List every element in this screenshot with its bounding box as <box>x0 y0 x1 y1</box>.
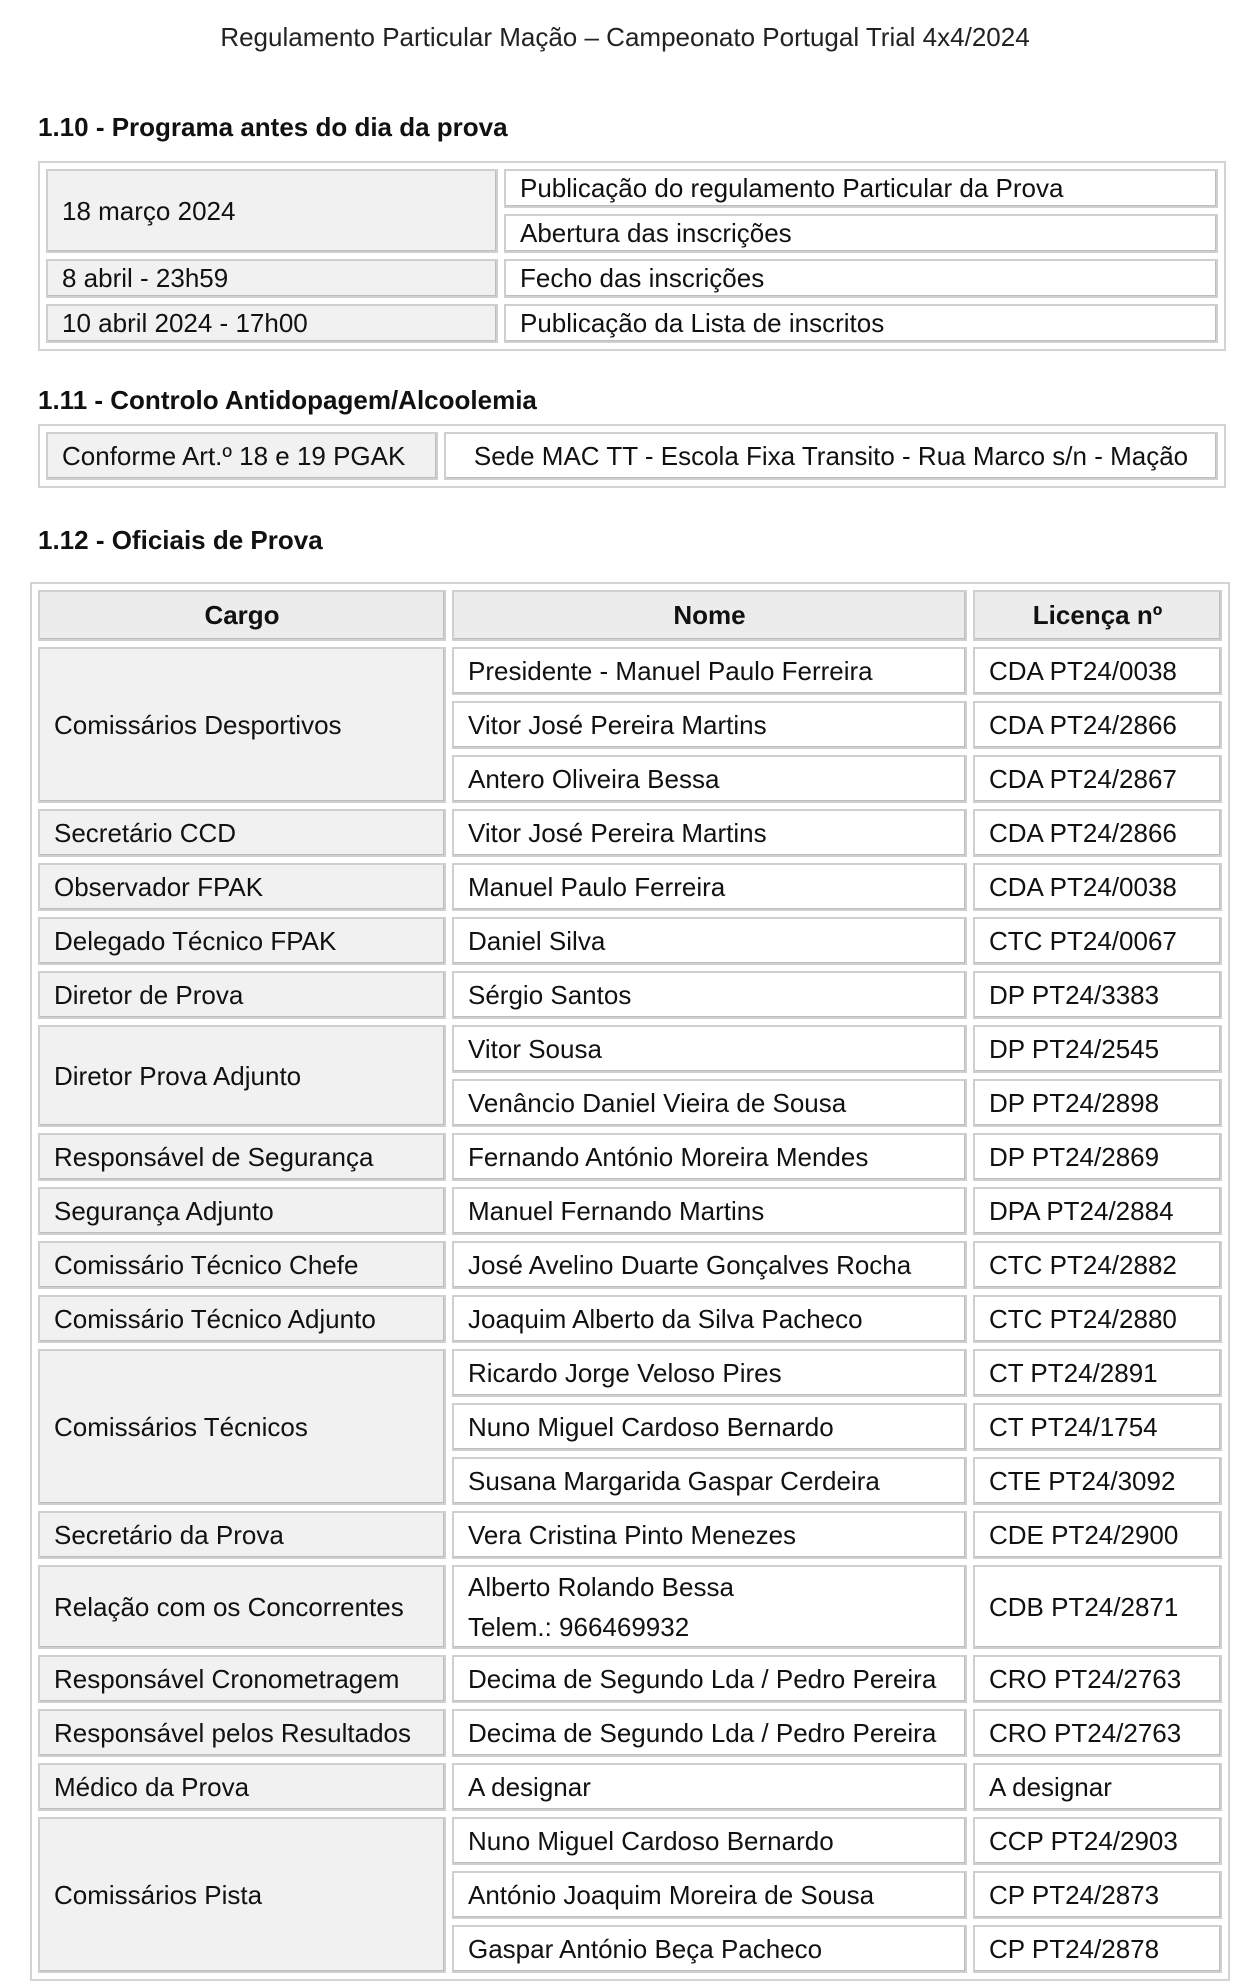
nome-cell <box>452 1133 967 1181</box>
programa-item: Publicação do regulamento Particular da Prova <box>504 169 1218 208</box>
licenca-cell: CTC PT24/0067 <box>973 917 1222 965</box>
programa-item: Fecho das inscrições <box>504 259 1218 298</box>
cargo-cell: Médico da Prova <box>38 1763 446 1811</box>
header-nome: Nome <box>452 590 967 641</box>
licenca-cell: CDA PT24/0038 <box>973 647 1222 695</box>
licenca-cell: CDA PT24/0038 <box>973 863 1222 911</box>
licenca-cell: CCP PT24/2903 <box>973 1817 1222 1865</box>
oficiais-row <box>38 1655 1222 1703</box>
nome-cell <box>452 809 967 857</box>
oficiais-row <box>38 1349 1222 1397</box>
nome-text: Vitor José Pereira Martins <box>468 818 767 848</box>
nome-text: Manuel Fernando Martins <box>468 1196 765 1226</box>
oficiais-table <box>30 582 1230 1981</box>
cargo-cell: Segurança Adjunto <box>38 1187 446 1235</box>
antidopagem-location: Sede MAC TT - Escola Fixa Transito - Rua Marco s/n - Mação <box>444 432 1218 480</box>
programa-item: Publicação da Lista de inscritos <box>504 304 1218 343</box>
cargo-cell: Comissário Técnico Chefe <box>38 1241 446 1289</box>
programa-row <box>46 169 1218 208</box>
nome-text: José Avelino Duarte Gonçalves Rocha <box>468 1250 912 1280</box>
nome-cell <box>452 1187 967 1235</box>
nome-text: Joaquim Alberto da Silva Pacheco <box>468 1304 863 1334</box>
cargo-cell: Responsável de Segurança <box>38 1133 446 1181</box>
licenca-cell: CP PT24/2878 <box>973 1925 1222 1973</box>
cargo-cell: Delegado Técnico FPAK <box>38 917 446 965</box>
nome-cell <box>452 863 967 911</box>
cargo-cell: Comissários Pista <box>38 1817 446 1973</box>
oficiais-row <box>38 1025 1222 1073</box>
nome-cell <box>452 1655 967 1703</box>
antidopagem-row <box>46 432 1218 480</box>
nome-text: Nuno Miguel Cardoso Bernardo <box>468 1826 834 1856</box>
page-header: Regulamento Particular Mação – Campeonato Portugal Trial 4x4/2024 <box>220 22 1030 52</box>
licenca-cell: DP PT24/2545 <box>973 1025 1222 1073</box>
nome-phone: Telem.: 966469932 <box>468 1612 690 1642</box>
programa-row <box>46 304 1218 343</box>
nome-text: Alberto Rolando Bessa <box>468 1572 734 1602</box>
nome-cell <box>452 1349 967 1397</box>
programa-item: Abertura das inscrições <box>504 214 1218 253</box>
nome-cell <box>452 1871 967 1919</box>
nome-cell <box>452 1457 967 1505</box>
licenca-cell: CTE PT24/3092 <box>973 1457 1222 1505</box>
nome-text: Gaspar António Beça Pacheco <box>468 1934 823 1964</box>
licenca-cell: CTC PT24/2880 <box>973 1295 1222 1343</box>
nome-text: A designar <box>468 1772 591 1802</box>
nome-cell <box>452 1511 967 1559</box>
licenca-cell: DP PT24/2898 <box>973 1079 1222 1127</box>
oficiais-row <box>38 647 1222 695</box>
oficiais-row <box>38 1241 1222 1289</box>
nome-text: Fernando António Moreira Mendes <box>468 1142 869 1172</box>
programa-row <box>46 259 1218 298</box>
section-title-antidopagem: 1.11 - Controlo Antidopagem/Alcoolemia <box>38 385 537 415</box>
licenca-cell: CP PT24/2873 <box>973 1871 1222 1919</box>
cargo-cell: Comissários Desportivos <box>38 647 446 803</box>
cargo-cell: Secretário da Prova <box>38 1511 446 1559</box>
licenca-cell: DP PT24/3383 <box>973 971 1222 1019</box>
antidopagem-table <box>38 424 1226 488</box>
oficiais-row <box>38 1511 1222 1559</box>
oficiais-row <box>38 1187 1222 1235</box>
header-licenca: Licença nº <box>973 590 1222 641</box>
nome-text: Sérgio Santos <box>468 980 632 1010</box>
licenca-cell: CRO PT24/2763 <box>973 1655 1222 1703</box>
nome-text: Decima de Segundo Lda / Pedro Pereira <box>468 1718 937 1748</box>
nome-text: Daniel Silva <box>468 926 606 956</box>
antidopagem-label: Conforme Art.º 18 e 19 PGAK <box>46 432 438 480</box>
nome-text: Vitor Sousa <box>468 1034 602 1064</box>
nome-cell <box>452 1241 967 1289</box>
licenca-cell: CDA PT24/2866 <box>973 809 1222 857</box>
licenca-cell: CT PT24/2891 <box>973 1349 1222 1397</box>
licenca-cell: CT PT24/1754 <box>973 1403 1222 1451</box>
nome-cell <box>452 1709 967 1757</box>
oficiais-row <box>38 809 1222 857</box>
section-title-oficiais: 1.12 - Oficiais de Prova <box>38 525 323 555</box>
cargo-cell: Relação com os Concorrentes <box>38 1565 446 1649</box>
nome-cell <box>452 971 967 1019</box>
oficiais-header-row <box>38 590 1222 641</box>
nome-cell <box>452 1925 967 1973</box>
nome-cell <box>452 917 967 965</box>
nome-cell <box>452 1025 967 1073</box>
programa-date: 8 abril - 23h59 <box>46 259 498 298</box>
oficiais-row <box>38 1295 1222 1343</box>
nome-cell <box>452 701 967 749</box>
licenca-cell: CDB PT24/2871 <box>973 1565 1222 1649</box>
nome-text: Venâncio Daniel Vieira de Sousa <box>468 1088 847 1118</box>
oficiais-row <box>38 1817 1222 1865</box>
oficiais-row <box>38 863 1222 911</box>
nome-text: Vitor José Pereira Martins <box>468 710 767 740</box>
nome-cell <box>452 647 967 695</box>
nome-cell <box>452 1817 967 1865</box>
oficiais-row <box>38 1565 1222 1649</box>
cargo-cell: Diretor de Prova <box>38 971 446 1019</box>
header-cargo: Cargo <box>38 590 446 641</box>
licenca-cell: CDE PT24/2900 <box>973 1511 1222 1559</box>
cargo-cell: Observador FPAK <box>38 863 446 911</box>
oficiais-row <box>38 1133 1222 1181</box>
section-title-programa: 1.10 - Programa antes do dia da prova <box>38 112 508 142</box>
nome-text: Susana Margarida Gaspar Cerdeira <box>468 1466 880 1496</box>
licenca-cell: CRO PT24/2763 <box>973 1709 1222 1757</box>
licenca-cell: A designar <box>973 1763 1222 1811</box>
cargo-cell: Secretário CCD <box>38 809 446 857</box>
programa-date: 18 março 2024 <box>46 169 498 253</box>
nome-text: Manuel Paulo Ferreira <box>468 872 726 902</box>
oficiais-row <box>38 971 1222 1019</box>
nome-cell <box>452 1403 967 1451</box>
licenca-cell: DP PT24/2869 <box>973 1133 1222 1181</box>
nome-text: Vera Cristina Pinto Menezes <box>468 1520 797 1550</box>
programa-date: 10 abril 2024 - 17h00 <box>46 304 498 343</box>
nome-cell <box>452 1079 967 1127</box>
cargo-cell: Responsável Cronometragem <box>38 1655 446 1703</box>
cargo-cell: Comissários Técnicos <box>38 1349 446 1505</box>
cargo-cell: Diretor Prova Adjunto <box>38 1025 446 1127</box>
nome-cell <box>452 1763 967 1811</box>
nome-cell <box>452 1295 967 1343</box>
oficiais-row <box>38 1709 1222 1757</box>
nome-text: Decima de Segundo Lda / Pedro Pereira <box>468 1664 937 1694</box>
programa-table <box>38 161 1226 351</box>
nome-cell <box>452 755 967 803</box>
nome-text: Presidente - Manuel Paulo Ferreira <box>468 656 873 686</box>
licenca-cell: CTC PT24/2882 <box>973 1241 1222 1289</box>
nome-cell <box>452 1565 967 1649</box>
cargo-cell: Comissário Técnico Adjunto <box>38 1295 446 1343</box>
nome-text: Nuno Miguel Cardoso Bernardo <box>468 1412 834 1442</box>
cargo-cell: Responsável pelos Resultados <box>38 1709 446 1757</box>
oficiais-row <box>38 1763 1222 1811</box>
licenca-cell: DPA PT24/2884 <box>973 1187 1222 1235</box>
licenca-cell: CDA PT24/2867 <box>973 755 1222 803</box>
nome-text: Antero Oliveira Bessa <box>468 764 720 794</box>
licenca-cell: CDA PT24/2866 <box>973 701 1222 749</box>
nome-text: António Joaquim Moreira de Sousa <box>468 1880 875 1910</box>
nome-text: Ricardo Jorge Veloso Pires <box>468 1358 782 1388</box>
oficiais-row <box>38 917 1222 965</box>
